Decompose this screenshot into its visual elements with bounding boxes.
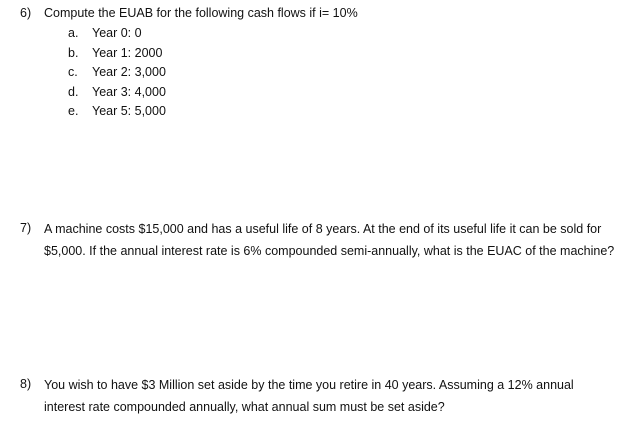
- list-item-text: Year 3: 4,000: [92, 84, 166, 99]
- question-number: 7): [20, 221, 32, 235]
- question-text: You wish to have $3 Million set aside by the time you retire in 40 years. Assuming a 12% annual interest rate compounded annually, what annual sum must be set aside?: [44, 378, 574, 414]
- list-item-letter: c.: [68, 65, 78, 79]
- list-item: [0, 82, 400, 102]
- question-text: A machine costs $15,000 and has a useful life of 8 years. At the end of its useful life it can be sold for $5,000. If the annual interest rate is 6% compounded semi-annually, what is the EUAC of the machine?: [44, 222, 615, 258]
- list-item: [0, 62, 400, 82]
- question-number: 6): [20, 6, 32, 20]
- cash-flow-list: [0, 23, 400, 121]
- list-item: [0, 43, 400, 63]
- list-item-letter: b.: [68, 45, 79, 60]
- list-item-text: Year 5: 5,000: [92, 104, 166, 118]
- list-item-letter: a.: [68, 26, 79, 40]
- question-text: Compute the EUAB for the following cash flows if i= 10%: [44, 6, 358, 20]
- list-item-text: Year 1: 2000: [92, 45, 163, 60]
- list-item: [0, 101, 400, 121]
- list-item-text: Year 2: 3,000: [92, 65, 166, 79]
- question-number: 8): [20, 377, 32, 391]
- list-item: [0, 23, 400, 43]
- list-item-letter: e.: [68, 104, 79, 118]
- list-item-letter: d.: [68, 84, 79, 99]
- list-item-text: Year 0: 0: [92, 26, 142, 40]
